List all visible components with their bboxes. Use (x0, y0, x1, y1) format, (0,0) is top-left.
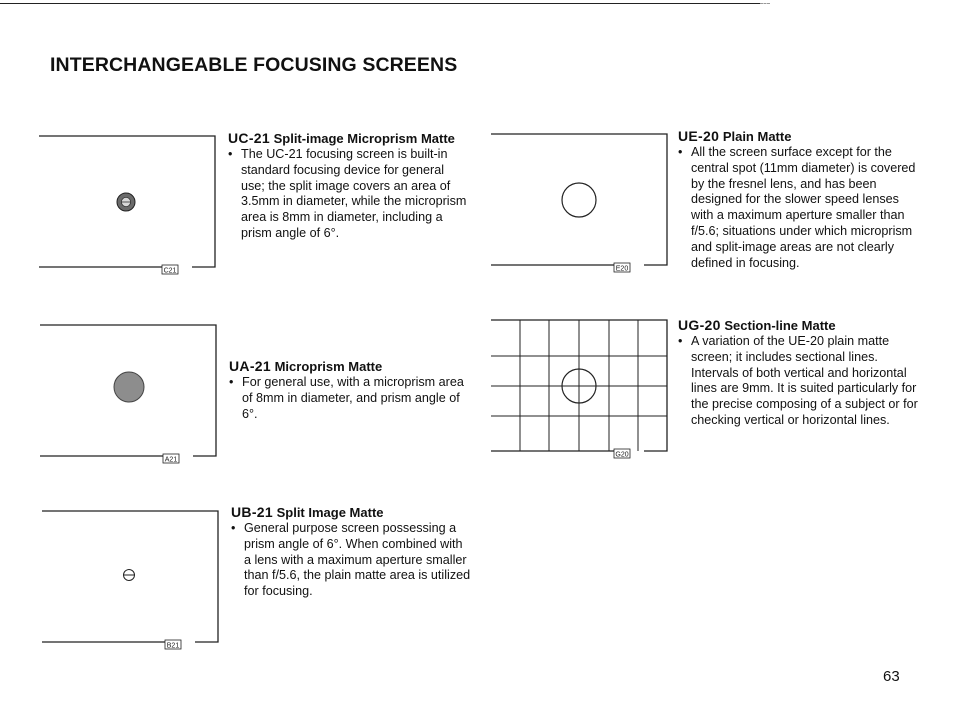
page-title: INTERCHANGEABLE FOCUSING SCREENS (50, 54, 458, 76)
section-grid (491, 320, 667, 451)
model-code: UG-20 (678, 317, 721, 333)
central-spot (562, 183, 596, 217)
screen-illustration-ug20 (488, 316, 670, 466)
screen-label: G20 (615, 451, 629, 459)
screen-label: B21 (166, 642, 180, 650)
screen-heading (678, 128, 918, 145)
model-code: UC-21 (228, 130, 270, 146)
screen-description-ub21 (231, 504, 471, 600)
description-text: • For general use, with a microprism area of 8mm in diameter, and prism angle of 6°. (229, 375, 469, 422)
screen-name: Plain Matte (722, 129, 792, 144)
screen-label: A21 (164, 456, 178, 464)
model-code: UB-21 (231, 504, 273, 520)
screen-name: Section-line Matte (724, 318, 836, 333)
screen-heading (229, 358, 469, 375)
description-text: • The UC-21 focusing screen is built-in standard focusing device for general use; the split image covers an area of 3.5mm in diameter, while the microprism area is 8mm in diameter, including a prism angle of 6°. (228, 147, 468, 242)
screen-description-ug20 (678, 317, 918, 429)
model-code: UA-21 (229, 358, 271, 374)
screen-description-ua21 (229, 358, 469, 422)
screen-name: Split Image Matte (276, 505, 384, 520)
screen-name: Split-image Microprism Matte (273, 131, 455, 146)
screen-heading (231, 504, 471, 521)
screen-illustration-ua21 (37, 321, 219, 471)
screen-illustration-uc21 (36, 132, 218, 282)
page-number: 63 (883, 668, 900, 685)
microprism-spot (114, 372, 144, 402)
description-text: • All the screen surface except for the central spot (11mm diameter) is covered by the fresnel lens, and has been designed for the slower speed lenses with a maximum aperture smaller than f/5.6; situations under which microprism and split-image areas are not clearly defined in focusing. (678, 145, 918, 271)
screen-description-ue20 (678, 128, 918, 271)
screen-description-uc21 (228, 130, 468, 242)
screen-heading (678, 317, 918, 334)
model-code: UE-20 (678, 128, 720, 144)
top-rule-tail (760, 3, 770, 4)
description-text: • General purpose screen possessing a prism angle of 6°. When combined with a lens with a maximum aperture smaller than f/5.6, the plain matte area is utilized for focusing. (231, 521, 471, 600)
screen-label: E20 (615, 265, 629, 273)
screen-illustration-ub21 (39, 507, 221, 657)
description-text: • A variation of the UE-20 plain matte screen; it includes sectional lines. Intervals of both vertical and horizontal lines are 9mm. It is suited particularly for the precise composing of a subject or for checking vertical or horizontal lines. (678, 334, 918, 429)
top-rule (0, 3, 760, 4)
screen-illustration-ue20 (488, 130, 670, 280)
screen-heading (228, 130, 468, 147)
screen-name: Microprism Matte (274, 359, 383, 374)
screen-label: C21 (163, 267, 177, 275)
